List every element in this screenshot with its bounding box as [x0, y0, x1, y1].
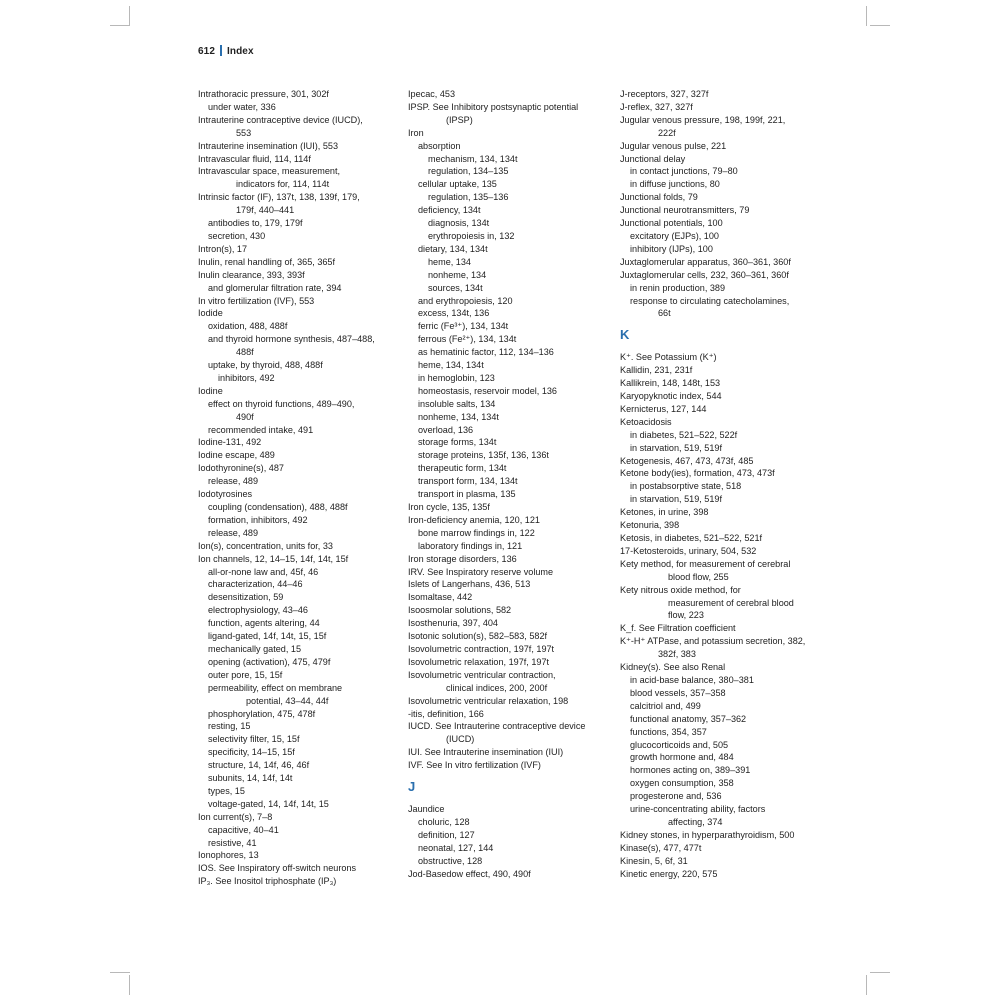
index-entry: Ionophores, 13	[198, 850, 259, 861]
index-entry: and thyroid hormone synthesis, 487–488,	[208, 334, 375, 345]
index-entry: selectivity filter, 15, 15f	[208, 734, 300, 745]
index-column-2	[408, 88, 585, 880]
index-entry: Iodine	[198, 385, 223, 396]
index-entry: regulation, 134–135	[428, 166, 509, 177]
index-entry: Iron storage disorders, 136	[408, 553, 517, 564]
index-entry: obstructive, 128	[418, 855, 483, 866]
page-number: 612	[198, 46, 215, 57]
index-entry: in starvation, 519, 519f	[630, 442, 723, 453]
index-entry: K⁺. See Potassium (K⁺)	[620, 352, 717, 363]
index-entry: in renin production, 389	[630, 282, 726, 293]
index-entry: 179f, 440–441	[236, 205, 295, 216]
index-entry: sources, 134t	[428, 282, 483, 293]
index-entry: mechanically gated, 15	[208, 643, 302, 654]
index-entry: urine-concentrating ability, factors	[630, 804, 766, 815]
index-entry: Kinetic energy, 220, 575	[620, 868, 718, 879]
index-entry: Kallidin, 231, 231f	[620, 365, 693, 376]
index-entry: Isovolumetric relaxation, 197f, 197t	[408, 656, 550, 667]
index-entry: homeostasis, reservoir model, 136	[418, 385, 557, 396]
index-entry: Isotonic solution(s), 582–583, 582f	[408, 631, 548, 642]
index-entry: nonheme, 134	[428, 269, 487, 280]
index-entry: ferrous (Fe²⁺), 134, 134t	[418, 334, 517, 345]
crop-mark	[870, 972, 890, 973]
index-entry: hormones acting on, 389–391	[630, 765, 751, 776]
index-entry: as hematinic factor, 112, 134–136	[418, 347, 554, 358]
index-entry: Isovolumetric ventricular relaxation, 198	[408, 695, 569, 706]
crop-mark	[866, 6, 867, 26]
index-entry: bone marrow findings in, 122	[418, 527, 535, 538]
index-entry: 553	[236, 127, 252, 138]
index-entry: Kallikrein, 148, 148t, 153	[620, 378, 721, 389]
index-entry: erythropoiesis in, 132	[428, 230, 515, 241]
index-entry: progesterone and, 536	[630, 791, 722, 802]
index-entry: characterization, 44–46	[208, 579, 303, 590]
index-entry: 66t	[658, 308, 671, 319]
index-entry: structure, 14, 14f, 46, 46f	[208, 760, 310, 771]
index-entry: desensitization, 59	[208, 592, 284, 603]
index-entry: IRV. See Inspiratory reserve volume	[408, 566, 554, 577]
index-entry: potential, 43–44, 44f	[246, 695, 329, 706]
index-entry: Ketosis, in diabetes, 521–522, 521f	[620, 533, 763, 543]
index-entry: Islets of Langerhans, 436, 513	[408, 579, 531, 590]
index-entry: Jugular venous pressure, 198, 199f, 221,	[620, 114, 786, 125]
crop-mark	[129, 6, 130, 26]
index-entry: Juxtaglomerular apparatus, 360–361, 360f	[620, 256, 791, 267]
index-entry: all-or-none law and, 45f, 46	[208, 566, 319, 577]
index-entry: phosphorylation, 475, 478f	[208, 708, 316, 719]
index-entry: Isoosmolar solutions, 582	[408, 605, 512, 616]
index-entry: uptake, by thyroid, 488, 488f	[208, 360, 323, 371]
index-entry: and erythropoiesis, 120	[418, 295, 513, 306]
index-entry: in postabsorptive state, 518	[630, 481, 742, 492]
index-entry: growth hormone and, 484	[630, 752, 734, 763]
index-entry: capacitive, 40–41	[208, 824, 279, 835]
index-entry: K_f. See Filtration coefficient	[620, 623, 736, 634]
index-entry: mechanism, 134, 134t	[428, 153, 518, 164]
index-entry: cellular uptake, 135	[418, 179, 497, 190]
header-title: Index	[227, 46, 254, 57]
index-entry: Jaundice	[408, 804, 445, 815]
index-entry: function, agents altering, 44	[208, 618, 320, 629]
index-entry: J-receptors, 327, 327f	[620, 89, 709, 99]
index-entry: excess, 134t, 136	[418, 308, 490, 319]
index-entry: 382f, 383	[658, 649, 696, 660]
index-entry: functions, 354, 357	[630, 726, 707, 737]
index-entry: in starvation, 519, 519f	[630, 494, 723, 505]
index-entry: Iodine-131, 492	[198, 437, 262, 448]
index-entry: blood vessels, 357–358	[630, 687, 726, 698]
header-divider	[220, 45, 222, 56]
index-entry: 488f	[236, 347, 254, 358]
index-column-3	[620, 88, 805, 880]
index-entry: Intrathoracic pressure, 301, 302f	[198, 89, 329, 99]
index-entry: subunits, 14, 14f, 14t	[208, 773, 293, 784]
index-entry: Jod-Basedow effect, 490, 490f	[408, 868, 531, 879]
index-entry: Intravascular fluid, 114, 114f	[198, 153, 311, 164]
index-entry: deficiency, 134t	[418, 205, 481, 216]
index-entry: voltage-gated, 14, 14f, 14t, 15	[208, 798, 329, 809]
index-entry: transport form, 134, 134t	[418, 476, 518, 487]
index-entry: Iron	[408, 127, 424, 138]
index-entry: IVF. See In vitro fertilization (IVF)	[408, 760, 541, 771]
index-entry: Isomaltase, 442	[408, 592, 473, 603]
index-entry: secretion, 430	[208, 230, 266, 241]
crop-mark	[110, 972, 130, 973]
index-entry: Kidney(s). See also Renal	[620, 662, 726, 673]
index-entry: Ion(s), concentration, units for, 33	[198, 540, 333, 551]
index-entry: Iodotyrosines	[198, 489, 253, 500]
index-entry: IP₃. See Inositol triphosphate (IP₃)	[198, 876, 337, 887]
index-entry: calcitriol and, 499	[630, 700, 701, 711]
index-entry: IUI. See Intrauterine insemination (IUI)	[408, 747, 564, 758]
index-entry: in hemoglobin, 123	[418, 372, 495, 383]
index-entry: Intron(s), 17	[198, 243, 248, 254]
index-entry: types, 15	[208, 785, 245, 796]
index-entry: Junctional delay	[620, 153, 686, 164]
index-entry: affecting, 374	[668, 816, 723, 827]
index-column-1	[198, 88, 375, 888]
index-entry: Kidney stones, in hyperparathyroidism, 500	[620, 829, 795, 840]
index-entry: electrophysiology, 43–46	[208, 605, 308, 616]
index-entry: Iron-deficiency anemia, 120, 121	[408, 514, 540, 525]
index-entry: ferric (Fe³⁺), 134, 134t	[418, 321, 509, 332]
index-entry: in acid-base balance, 380–381	[630, 674, 754, 685]
index-entry: release, 489	[208, 527, 259, 538]
index-entry: Intrinsic factor (IF), 137t, 138, 139f, 179,	[198, 192, 360, 203]
index-entry: IOS. See Inspiratory off-switch neurons	[198, 863, 357, 874]
section-letter: J	[408, 779, 416, 795]
index-entry: storage proteins, 135f, 136, 136t	[418, 450, 549, 461]
index-entry: definition, 127	[418, 829, 475, 840]
crop-mark	[870, 25, 890, 26]
index-entry: Ion channels, 12, 14–15, 14f, 14t, 15f	[198, 553, 349, 564]
index-entry: J-reflex, 327, 327f	[620, 101, 693, 112]
index-entry: Kinase(s), 477, 477t	[620, 842, 702, 853]
index-entry: inhibitory (IJPs), 100	[630, 243, 713, 254]
index-entry: nonheme, 134, 134t	[418, 411, 499, 422]
index-entry: in diabetes, 521–522, 522f	[630, 429, 738, 440]
index-entry: in diffuse junctions, 80	[630, 179, 720, 190]
index-entry: coupling (condensation), 488, 488f	[208, 502, 348, 512]
index-entry: Isovolumetric contraction, 197f, 197t	[408, 643, 555, 654]
index-entry: Kernicterus, 127, 144	[620, 403, 707, 414]
index-entry: dietary, 134, 134t	[418, 243, 488, 254]
index-entry: Jugular venous pulse, 221	[620, 140, 727, 151]
index-entry: inhibitors, 492	[218, 372, 275, 383]
index-entry: (IPSP)	[446, 114, 473, 125]
running-header	[198, 45, 254, 57]
index-entry: outer pore, 15, 15f	[208, 669, 283, 680]
index-entry: IUCD. See Intrauterine contraceptive device	[408, 721, 586, 732]
index-entry: therapeutic form, 134t	[418, 463, 507, 474]
index-entry: Kety nitrous oxide method, for	[620, 584, 741, 595]
index-entry: oxidation, 488, 488f	[208, 321, 288, 332]
index-entry: glucocorticoids and, 505	[630, 739, 729, 750]
index-entry: functional anatomy, 357–362	[630, 713, 747, 724]
index-entry: excitatory (EJPs), 100	[630, 230, 719, 241]
index-entry: Ipecac, 453	[408, 89, 456, 99]
index-entry: Isovolumetric ventricular contraction,	[408, 669, 556, 680]
index-entry: Ketone body(ies), formation, 473, 473f	[620, 468, 775, 479]
index-entry: heme, 134, 134t	[418, 360, 484, 371]
index-entry: absorption	[418, 140, 461, 151]
index-entry: Iodine escape, 489	[198, 450, 275, 461]
index-entry: Intrauterine insemination (IUI), 553	[198, 140, 339, 151]
index-entry: blood flow, 255	[668, 571, 729, 582]
index-entry: diagnosis, 134t	[428, 218, 490, 229]
index-entry: -itis, definition, 166	[408, 708, 484, 719]
index-entry: 222f	[658, 127, 676, 138]
index-entry: Kety method, for measurement of cerebral	[620, 558, 791, 569]
index-entry: clinical indices, 200, 200f	[446, 682, 548, 693]
index-entry: choluric, 128	[418, 816, 470, 827]
index-entry: Ketones, in urine, 398	[620, 507, 709, 518]
index-entry: Inulin clearance, 393, 393f	[198, 269, 305, 280]
index-entry: transport in plasma, 135	[418, 489, 516, 500]
index-entry: Kinesin, 5, 6f, 31	[620, 855, 688, 866]
index-entry: Inulin, renal handling of, 365, 365f	[198, 256, 336, 267]
index-entry: IPSP. See Inhibitory postsynaptic potential	[408, 101, 579, 112]
index-entry: under water, 336	[208, 101, 276, 112]
index-entry: heme, 134	[428, 256, 471, 267]
index-entry: recommended intake, 491	[208, 424, 314, 435]
index-entry: storage forms, 134t	[418, 437, 497, 448]
index-entry: resting, 15	[208, 721, 251, 732]
index-entry: formation, inhibitors, 492	[208, 514, 308, 525]
crop-mark	[129, 975, 130, 995]
index-entry: Isosthenuria, 397, 404	[408, 618, 498, 629]
index-entry: Intravascular space, measurement,	[198, 166, 341, 177]
index-entry: Karyopyknotic index, 544	[620, 391, 722, 402]
index-entry: (IUCD)	[446, 734, 475, 745]
crop-mark	[866, 975, 867, 995]
index-entry: Junctional neurotransmitters, 79	[620, 205, 750, 216]
index-entry: laboratory findings in, 121	[418, 540, 523, 551]
index-entry: resistive, 41	[208, 837, 257, 848]
index-entry: Intrauterine contraceptive device (IUCD),	[198, 114, 363, 125]
index-entry: flow, 223	[668, 610, 704, 621]
index-entry: regulation, 135–136	[428, 192, 509, 203]
index-entry: insoluble salts, 134	[418, 398, 496, 409]
index-entry: neonatal, 127, 144	[418, 842, 494, 853]
index-entry: indicators for, 114, 114t	[236, 179, 330, 190]
index-entry: permeability, effect on membrane	[208, 682, 343, 693]
index-entry: overload, 136	[418, 424, 474, 435]
index-entry: effect on thyroid functions, 489–490,	[208, 398, 355, 409]
index-entry: release, 489	[208, 476, 259, 487]
index-entry: oxygen consumption, 358	[630, 778, 734, 789]
index-entry: Juxtaglomerular cells, 232, 360–361, 360f	[620, 269, 789, 280]
index-entry: measurement of cerebral blood	[668, 597, 794, 608]
index-entry: 490f	[236, 411, 254, 422]
index-entry: in contact junctions, 79–80	[630, 166, 738, 177]
index-entry: Ion current(s), 7–8	[198, 811, 273, 822]
index-entry: 17-Ketosteroids, urinary, 504, 532	[620, 545, 757, 556]
index-entry: Junctional potentials, 100	[620, 218, 723, 229]
section-letter: K	[620, 327, 630, 343]
index-entry: and glomerular filtration rate, 394	[208, 282, 342, 293]
index-entry: In vitro fertilization (IVF), 553	[198, 295, 315, 306]
index-entry: K⁺-H⁺ ATPase, and potassium secretion, 382,	[620, 636, 806, 647]
index-entry: Iodide	[198, 308, 223, 319]
index-entry: opening (activation), 475, 479f	[208, 656, 331, 667]
index-entry: Junctional folds, 79	[620, 192, 698, 203]
index-entry: Ketonuria, 398	[620, 520, 680, 531]
index-entry: Iron cycle, 135, 135f	[408, 502, 490, 512]
index-entry: ligand-gated, 14f, 14t, 15, 15f	[208, 631, 327, 642]
index-entry: Ketogenesis, 467, 473, 473f, 485	[620, 455, 754, 466]
index-entry: antibodies to, 179, 179f	[208, 218, 303, 229]
index-entry: Iodothyronine(s), 487	[198, 463, 284, 474]
crop-mark	[110, 25, 130, 26]
index-entry: specificity, 14–15, 15f	[208, 747, 295, 758]
index-entry: Ketoacidosis	[620, 416, 672, 427]
index-entry: response to circulating catecholamines,	[630, 295, 790, 306]
